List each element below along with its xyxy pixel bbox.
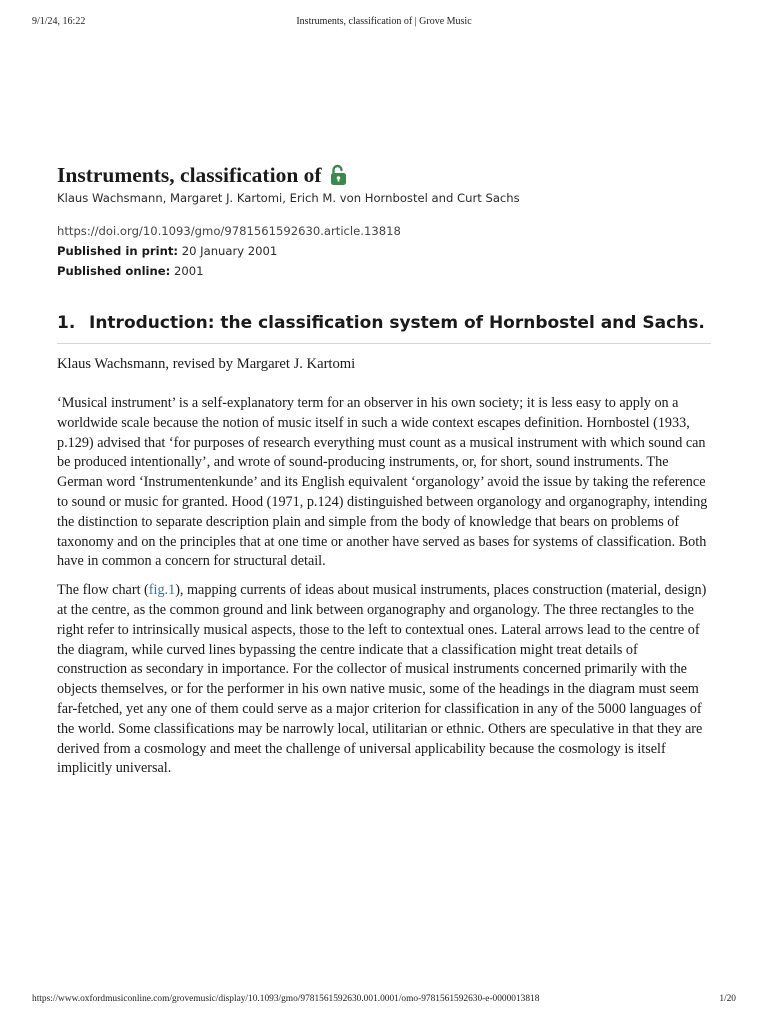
published-print xyxy=(57,241,711,261)
published-online-value: 2001 xyxy=(170,264,204,278)
paragraph-2-start: The flow chart ( xyxy=(57,582,149,599)
article-title-row xyxy=(57,160,711,190)
paragraph-1: ‘Musical instrument’ is a self-explanatory term for an observer in his own society; it is less easy to apply on a worldwide scale because the notion of music itself in such a wide context escapes definition. Hornbostel (1933, p.129) advised that ‘for purposes of research everything must count as a musical instrument with which sound can be produced intentionally’, and wrote of sound-producing instruments, or, for short, sound instruments. The German word ‘Instrumentenkunde’ and its English equivalent ‘organology’ avoid the issue by taking the reference to sound or music for granted. Hood (1971, p.124) distinguished between organology and organography, intending the distinction to separate description plain and simple from the body of knowledge that bears on problems of taxonomy and on the principles that at one time or another have served as bases for systems of classification. Both have in common a concern for structural detail. xyxy=(57,395,708,570)
published-print-value: 20 January 2001 xyxy=(178,244,278,258)
print-header xyxy=(0,16,768,30)
published-print-label: Published in print: xyxy=(57,244,179,258)
print-datetime: 9/1/24, 16:22 xyxy=(32,16,86,27)
print-url: https://www.oxfordmusiconline.com/grovemusic/display/10.1093/gmo/9781561592630.001.0001/omo-9781561592630-e-0000013818 xyxy=(32,994,540,1004)
article-authors: Klaus Wachsmann, Margaret J. Kartomi, Erich M. von Hornbostel and Curt Sachs xyxy=(57,191,520,205)
page-number: 1/20 xyxy=(719,994,736,1004)
section-heading xyxy=(57,311,711,344)
paragraph-2-rest: ), mapping currents of ideas about musical instruments, places construction (material, design) at the centre, as the common ground and link between organography and organology. The three rectangles to the right refer to intrinsically musical aspects, those to the left to contextual ones. Lateral arrows lead to the centre of the diagram, while curved lines bypassing the centre indicate that a classification might treat details of construction as secondary in importance. For the collector of musical instruments concerned primarily with the objects themselves, or for the performer in his own native music, some of the headings in the diagram must seem far-fetched, yet any one of them could serve as a major criterion for classification in any of the 5000 languages of the world. Some classifications may be narrowly local, utilitarian or ethnic. Others are speculative in that they are derived from a cosmology and meet the challenge of universal applicability because the cosmology is itself implicitly universal. xyxy=(57,582,707,777)
published-online-label: Published online: xyxy=(57,264,171,278)
figure-1-link[interactable]: fig.1 xyxy=(148,582,176,599)
article-title: Instruments, classification of xyxy=(57,163,322,187)
section-byline: Klaus Wachsmann, revised by Margaret J. Kartomi xyxy=(57,356,356,372)
section-title: Introduction: the classification system of Hornbostel and Sachs. xyxy=(89,313,705,333)
print-page-title: Instruments, classification of | Grove Music xyxy=(296,16,472,27)
paragraph-2 xyxy=(57,581,711,779)
open-lock-icon xyxy=(330,164,347,186)
print-footer xyxy=(0,994,768,1008)
section-number: 1. xyxy=(57,313,76,333)
article-content xyxy=(57,160,711,779)
doi-link[interactable]: https://doi.org/10.1093/gmo/9781561592630.article.13818 xyxy=(57,224,401,238)
article-meta xyxy=(57,221,711,281)
published-online xyxy=(57,261,711,281)
